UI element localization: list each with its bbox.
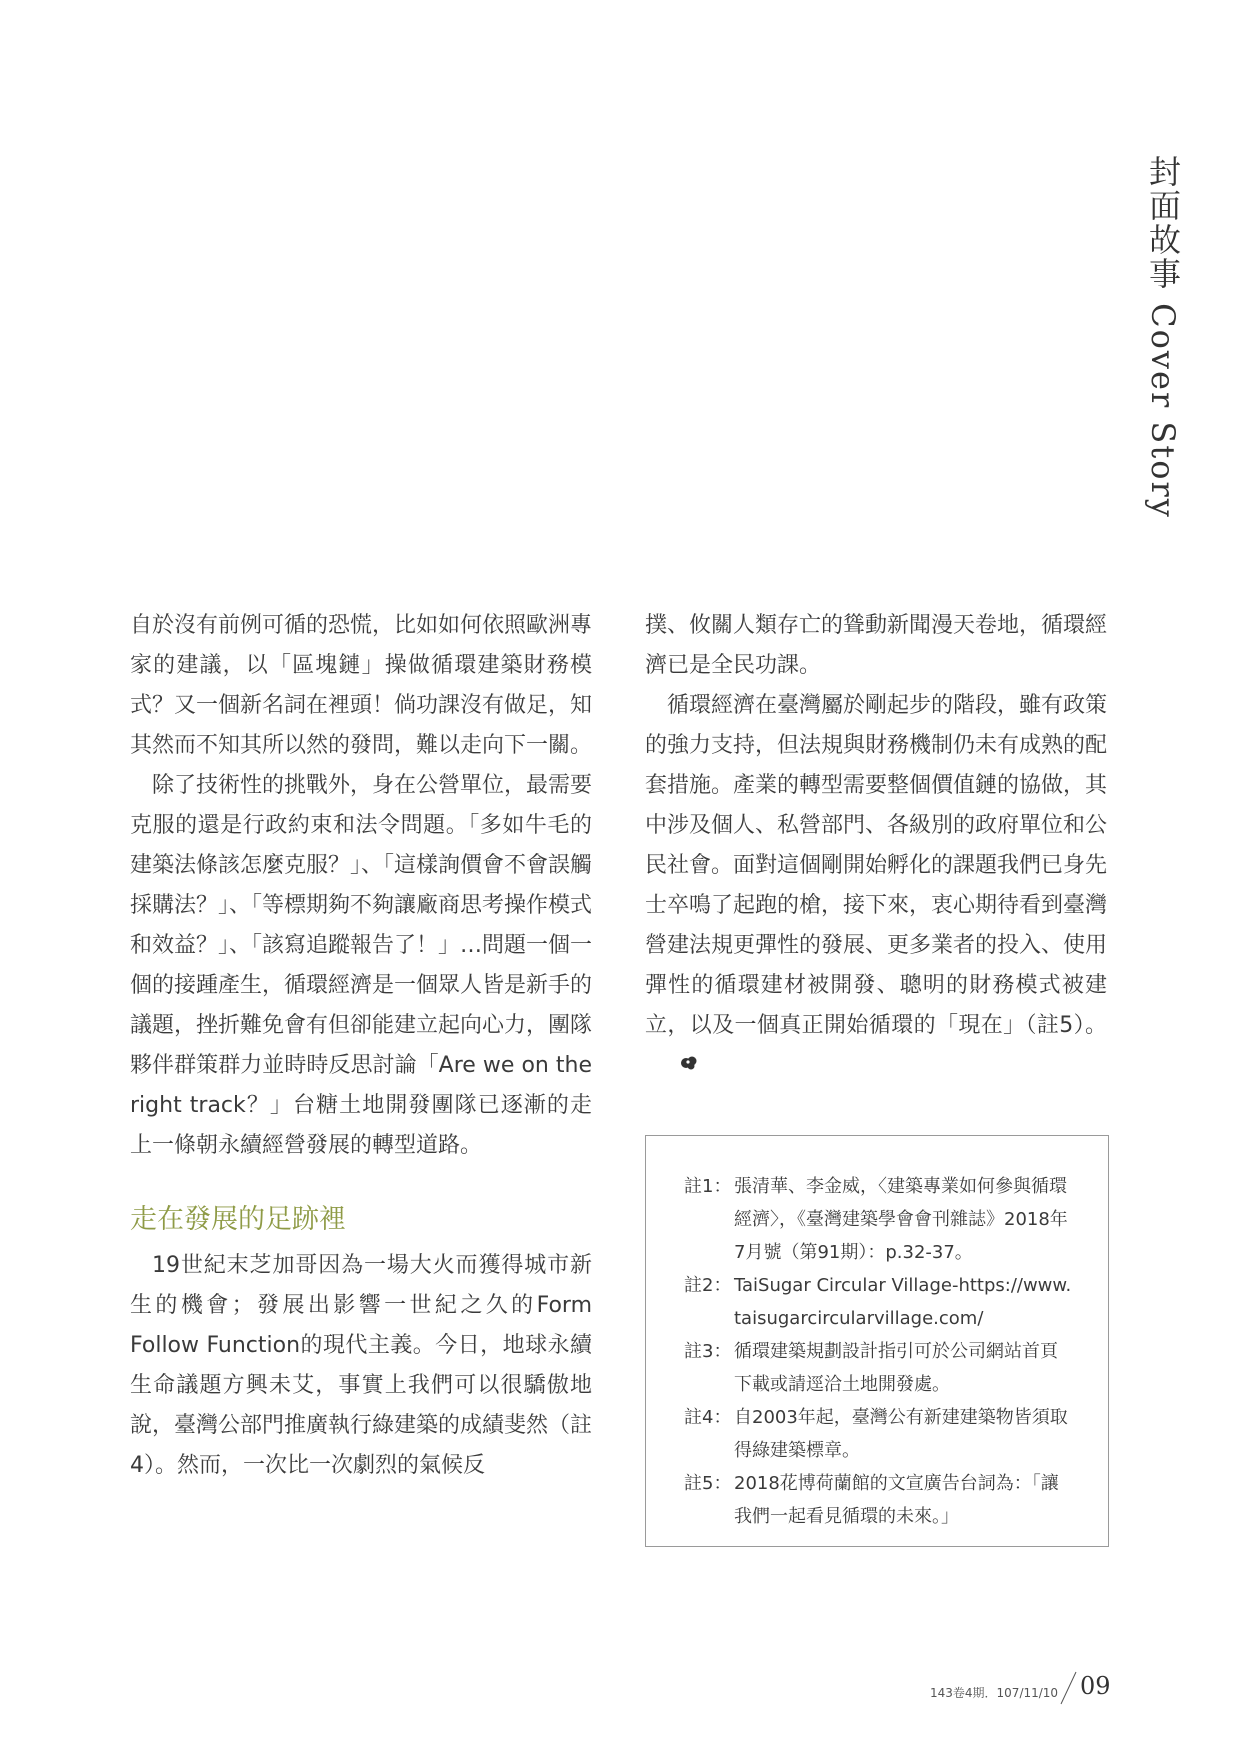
end-mark-icon [657, 1046, 699, 1086]
section-heading: 走在發展的足跡裡 [130, 1204, 346, 1235]
footnote [684, 1401, 1072, 1467]
left-column [130, 606, 592, 1486]
footnote [684, 1170, 1072, 1269]
footnote [684, 1335, 1072, 1401]
footnote-text: 自2003年起，臺灣公有新建建築物皆須取得綠建築標章。 [734, 1407, 1068, 1461]
paragraph: 除了技術性的挑戰外，身在公營單位，最需要克服的還是行政約束和法令問題。「多如牛毛的建築法條該怎麼克服？」、「這樣詢價會不會誤觸採購法？」、「等標期夠不夠讓廠商思考操作模式和效益？」、「該寫追蹤報告了！」…問題一個一個的接踵產生，循環經濟是一個眾人皆是新手的議題，挫折難免會有但卻能建立起向心力，團隊夥伴群策群力並時時反思討論「Are we on the right track？」台糖土地開發團隊已逐漸的走上一條朝永續經營發展的轉型道路。 [130, 773, 593, 1158]
footnote-label: 註2： [684, 1275, 732, 1296]
footnote-label: 註5： [684, 1473, 732, 1494]
paragraph: 撲、攸關人類存亡的聳動新聞漫天卷地，循環經濟已是全民功課。 [645, 613, 1108, 678]
footnote [684, 1269, 1072, 1335]
paragraph: 19世紀末芝加哥因為一場大火而獲得城市新生的機會；發展出影響一世紀之久的Form Follow Function的現代主義。今日，地球永續生命議題方興未艾，事實上我們可以很驕傲地說，臺灣公部門推廣執行綠建築的成績斐然（註4）。然而，一次比一次劇烈的氣候反 [130, 1253, 593, 1478]
section-title: 封面故事 Cover Story [1144, 155, 1182, 519]
paragraph: 自於沒有前例可循的恐慌，比如如何依照歐洲專家的建議，以「區塊鏈」操做循環建築財務模式？又一個新名詞在裡頭！倘功課沒有做足，知其然而不知其所以然的發問，難以走向下一關。 [130, 613, 593, 758]
footnote-text: 循環建築規劃設計指引可於公司網站首頁下載或請逕洽土地開發處。 [734, 1341, 1058, 1395]
paragraph-text: 循環經濟在臺灣屬於剛起步的階段，雖有政策的強力支持，但法規與財務機制仍未有成熟的配套措施。產業的轉型需要整個價值鏈的協做，其中涉及個人、私營部門、各級別的政府單位和公民社會。面對這個剛開始孵化的課題我們已身先士卒鳴了起跑的槍，接下來，衷心期待看到臺灣營建法規更彈性的發展、更多業者的投入、使用彈性的循環建材被開發、聰明的財務模式被建立，以及一個真正開始循環的「現在」（註5）。 [645, 693, 1108, 1038]
footnotes-box [645, 1135, 1109, 1547]
footnote-label: 註4： [684, 1407, 732, 1428]
page-footer [930, 1670, 1110, 1710]
footnote-text: TaiSugar Circular Village-https://www.taisugarcircularvillage.com/ [734, 1275, 1072, 1329]
footnote [684, 1467, 1072, 1533]
right-column [645, 606, 1107, 1086]
footnote-text: 張清華、李金威，〈建築專業如何參與循環經濟〉，《臺灣建築學會會刊雜誌》2018年7月號（第91期）：p.32-37。 [734, 1176, 1068, 1263]
page-number: 09 [1080, 1672, 1111, 1700]
slash-divider [1058, 1670, 1078, 1706]
footnote-label: 註3： [684, 1341, 732, 1362]
issue-info: 143卷4期．107/11/10 [930, 1686, 1059, 1700]
footnote-label: 註1： [684, 1176, 732, 1197]
paragraph [645, 686, 1107, 1086]
footnote-text: 2018花博荷蘭館的文宣廣告台詞為：「讓我們一起看見循環的未來。」 [734, 1473, 1059, 1527]
